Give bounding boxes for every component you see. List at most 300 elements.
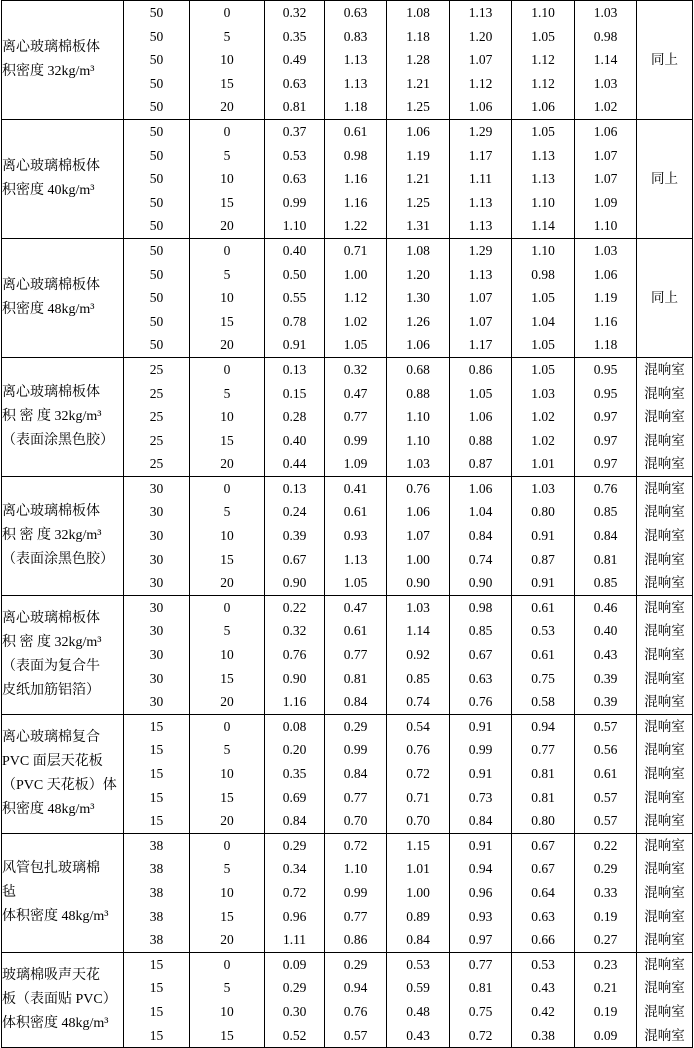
value: 1.12 (468, 75, 493, 91)
value: 1.29 (468, 123, 493, 139)
value: 1.10 (531, 194, 555, 210)
value: 10 (220, 171, 234, 187)
value: 50 (149, 28, 164, 44)
value: 1.06 (406, 504, 430, 520)
material-line: 积密度 40kg/m³ (2, 182, 95, 198)
value: 0.90 (468, 575, 493, 591)
material-line: 板（表面贴 PVC） (2, 991, 117, 1007)
value: 5 (223, 147, 231, 163)
value: 0.19 (593, 908, 618, 924)
value: 0.32 (343, 361, 368, 377)
value: 0.98 (593, 28, 618, 44)
value: 50 (149, 313, 164, 329)
value: 0.95 (593, 361, 618, 377)
cavity-gap-cell-gap (190, 357, 265, 476)
material-cell (2, 595, 124, 714)
value: 15 (220, 313, 234, 329)
value: 1.22 (343, 218, 368, 234)
value: 1.01 (406, 861, 430, 877)
value: 0.63 (282, 75, 307, 91)
value: 1.30 (406, 290, 430, 306)
value: 0.99 (343, 432, 368, 448)
value: 1.10 (406, 409, 430, 425)
value: 50 (149, 75, 164, 91)
test-method-label: 混响室 (644, 789, 685, 805)
value: 1.14 (531, 218, 555, 234)
value: 0.22 (593, 837, 618, 853)
value: 5 (223, 742, 231, 758)
value: 0.85 (468, 623, 493, 639)
test-method-label: 混响室 (644, 575, 685, 591)
thickness-cell-thickness (124, 357, 190, 476)
test-method-label: 混响室 (644, 980, 685, 996)
coef-cell-c4000 (575, 714, 637, 833)
table-row (2, 119, 693, 238)
value: 15 (220, 670, 234, 686)
value: 15 (149, 789, 164, 805)
value: 0.81 (531, 789, 555, 805)
value: 0.63 (468, 670, 493, 686)
value: 0.86 (468, 361, 493, 377)
value: 1.07 (593, 171, 618, 187)
material-line: （表面涂黑色胶） (2, 551, 114, 567)
test-method-label: 混响室 (644, 504, 685, 520)
value: 0.47 (343, 599, 368, 615)
test-method-cell (637, 476, 693, 595)
value: 10 (220, 290, 234, 306)
value: 0.19 (593, 1003, 618, 1019)
value: 0.35 (282, 28, 307, 44)
value: 1.13 (468, 218, 493, 234)
coef-cell-c2000 (512, 119, 575, 238)
value: 5 (223, 980, 231, 996)
test-method-label: 混响室 (644, 837, 685, 853)
value: 0.58 (531, 694, 555, 710)
value: 15 (220, 432, 234, 448)
value: 0.32 (282, 5, 307, 20)
material-cell (2, 952, 124, 1047)
test-method-label: 混响室 (644, 718, 685, 734)
value: 1.06 (593, 266, 618, 282)
value: 1.13 (531, 171, 555, 187)
value: 0.43 (531, 980, 555, 996)
value: 0.40 (593, 623, 618, 639)
value: 1.06 (406, 123, 430, 139)
table-body (2, 1, 693, 1048)
value: 1.06 (468, 99, 493, 115)
value: 0.77 (531, 742, 555, 758)
value: 1.04 (531, 313, 555, 329)
value: 15 (149, 956, 164, 972)
value: 1.05 (531, 290, 555, 306)
value: 0 (223, 5, 231, 20)
value: 0.87 (531, 551, 555, 567)
value: 1.06 (468, 480, 493, 496)
value: 38 (149, 932, 164, 948)
value: 15 (149, 1027, 164, 1043)
value: 1.17 (468, 147, 493, 163)
value: 20 (220, 575, 234, 591)
material-line: 体积密度 48kg/m³ (2, 908, 109, 924)
coef-cell-c250 (325, 476, 387, 595)
test-method-label: 同上 (651, 290, 678, 306)
thickness-cell-thickness (124, 595, 190, 714)
test-method-label: 同上 (651, 52, 678, 68)
coef-cell-c4000 (575, 357, 637, 476)
value: 1.02 (343, 313, 368, 329)
coef-cell-c4000 (575, 476, 637, 595)
value: 1.03 (406, 599, 430, 615)
value: 10 (220, 52, 234, 68)
value: 0.21 (593, 980, 618, 996)
value: 1.07 (468, 52, 493, 68)
test-method-label: 混响室 (644, 551, 685, 567)
coef-cell-c500 (387, 952, 450, 1047)
value: 0.91 (468, 718, 493, 734)
value: 1.13 (343, 52, 368, 68)
material-line: 体积密度 48kg/m³ (2, 1015, 109, 1031)
value: 1.05 (343, 575, 368, 591)
coef-cell-c1000 (450, 714, 512, 833)
value: 1.04 (468, 504, 493, 520)
value: 0.77 (343, 647, 368, 663)
value: 0.99 (468, 742, 493, 758)
value: 0 (223, 599, 231, 615)
value: 0.97 (593, 432, 618, 448)
value: 0.91 (282, 337, 307, 353)
value: 0.69 (282, 789, 307, 805)
value: 0.20 (282, 742, 307, 758)
material-line: PVC 面层天花板 (2, 753, 103, 769)
value: 0.71 (343, 242, 368, 258)
coef-cell-c250 (325, 952, 387, 1047)
value: 0.89 (406, 908, 430, 924)
coef-cell-c250 (325, 238, 387, 357)
value: 0.85 (406, 670, 430, 686)
value: 30 (149, 694, 164, 710)
value: 1.13 (468, 266, 493, 282)
test-method-label: 混响室 (644, 1027, 685, 1043)
value: 50 (149, 290, 164, 306)
value: 0.29 (343, 956, 368, 972)
coef-cell-c1000 (450, 119, 512, 238)
test-method-label: 混响室 (644, 694, 685, 710)
table-row (2, 357, 693, 476)
thickness-cell-thickness (124, 833, 190, 952)
value: 0.57 (343, 1027, 368, 1043)
value: 0.76 (282, 647, 307, 663)
material-cell (2, 357, 124, 476)
value: 0.71 (406, 789, 430, 805)
value: 15 (149, 766, 164, 781)
value: 1.28 (406, 52, 430, 68)
thickness-cell-thickness (124, 476, 190, 595)
material-cell (2, 119, 124, 238)
table-row (2, 714, 693, 833)
value: 0.32 (282, 623, 307, 639)
value: 0.84 (282, 813, 307, 829)
coef-cell-c125 (265, 476, 325, 595)
value: 5 (223, 385, 231, 401)
value: 0.80 (531, 813, 555, 829)
value: 0.29 (282, 980, 307, 996)
value: 30 (149, 551, 164, 567)
value: 0 (223, 956, 231, 972)
value: 0.85 (593, 504, 618, 520)
material-line: （PVC 天花板）体 (2, 777, 117, 793)
coef-cell-c4000 (575, 595, 637, 714)
value: 5 (223, 266, 231, 282)
value: 0.76 (406, 480, 430, 496)
value: 30 (149, 504, 164, 520)
value: 0.37 (282, 123, 307, 139)
value: 0.29 (343, 718, 368, 734)
coef-cell-c500 (387, 119, 450, 238)
coef-cell-c125 (265, 238, 325, 357)
value: 0.97 (593, 456, 618, 472)
value: 0.30 (282, 1003, 307, 1019)
value: 0.63 (343, 5, 368, 20)
material-cell (2, 476, 124, 595)
value: 1.18 (406, 28, 430, 44)
value: 0.67 (531, 861, 555, 877)
coef-cell-c2000 (512, 476, 575, 595)
coef-cell-c250 (325, 119, 387, 238)
coef-cell-c1000 (450, 833, 512, 952)
value: 1.05 (531, 123, 555, 139)
value: 0.57 (593, 718, 618, 734)
test-method-label: 混响室 (644, 884, 685, 900)
coef-cell-c125 (265, 952, 325, 1047)
value: 1.05 (343, 337, 368, 353)
value: 0.99 (282, 194, 307, 210)
coef-cell-c125 (265, 714, 325, 833)
value: 1.10 (343, 861, 368, 877)
value: 0.43 (593, 647, 618, 663)
value: 0.53 (531, 956, 555, 972)
material-line: 积 密 度 32kg/m³ (2, 527, 102, 543)
material-line: 积密度 48kg/m³ (2, 301, 95, 317)
value: 1.11 (282, 932, 307, 948)
coef-cell-c4000 (575, 119, 637, 238)
value: 1.14 (406, 623, 430, 639)
test-method-label: 混响室 (644, 861, 685, 877)
table-row (2, 952, 693, 1047)
value: 0.55 (282, 290, 307, 306)
value: 1.16 (282, 694, 307, 710)
value: 0 (223, 837, 231, 853)
value: 0.77 (343, 789, 368, 805)
table-row (2, 476, 693, 595)
value: 0.39 (593, 670, 618, 686)
test-method-cell (637, 1, 693, 120)
value: 0.09 (593, 1027, 618, 1043)
value: 1.25 (406, 194, 430, 210)
value: 0.72 (282, 884, 307, 900)
value: 0.38 (531, 1027, 555, 1043)
value: 0.54 (406, 718, 430, 734)
value: 0.24 (282, 504, 307, 520)
value: 1.13 (468, 194, 493, 210)
value: 0.61 (343, 504, 368, 520)
value: 25 (149, 385, 164, 401)
value: 1.05 (468, 385, 493, 401)
value: 15 (149, 1003, 164, 1019)
value: 50 (149, 99, 164, 115)
test-method-cell (637, 595, 693, 714)
value: 15 (220, 75, 234, 91)
thickness-cell-thickness (124, 119, 190, 238)
value: 1.26 (406, 313, 430, 329)
value: 1.00 (406, 884, 430, 900)
value: 1.16 (343, 171, 368, 187)
thickness-cell-thickness (124, 238, 190, 357)
material-line: 离心玻璃棉板体 (2, 158, 100, 174)
value: 0.48 (406, 1003, 430, 1019)
coef-cell-c250 (325, 357, 387, 476)
test-method-label: 混响室 (644, 670, 685, 686)
value: 0.63 (282, 171, 307, 187)
value: 0.50 (282, 266, 307, 282)
test-method-cell (637, 238, 693, 357)
cavity-gap-cell-gap (190, 833, 265, 952)
value: 0.49 (282, 52, 307, 68)
value: 38 (149, 884, 164, 900)
value: 50 (149, 123, 164, 139)
value: 1.00 (343, 266, 368, 282)
value: 10 (220, 528, 234, 544)
value: 1.03 (593, 75, 618, 91)
coef-cell-c2000 (512, 238, 575, 357)
value: 0.97 (593, 409, 618, 425)
value: 1.05 (531, 28, 555, 44)
value: 1.10 (531, 242, 555, 258)
value: 1.06 (531, 99, 555, 115)
value: 0.97 (468, 932, 493, 948)
coef-cell-c1000 (450, 952, 512, 1047)
value: 1.08 (406, 5, 430, 20)
value: 0.83 (343, 28, 368, 44)
value: 1.02 (531, 409, 555, 425)
value: 0.44 (282, 456, 307, 472)
value: 0.41 (343, 480, 368, 496)
coef-cell-c1000 (450, 476, 512, 595)
value: 0.61 (531, 647, 555, 663)
material-line: 积密度 48kg/m³ (2, 801, 95, 817)
cavity-gap-cell-gap (190, 1, 265, 120)
value: 0.87 (468, 456, 493, 472)
value: 25 (149, 456, 164, 472)
value: 1.01 (531, 456, 555, 472)
material-line: 离心玻璃棉板体 (2, 384, 100, 400)
coef-cell-c4000 (575, 1, 637, 120)
value: 0.56 (593, 742, 618, 758)
value: 20 (220, 218, 234, 234)
value: 0.27 (593, 932, 618, 948)
coef-cell-c125 (265, 357, 325, 476)
value: 1.19 (406, 147, 430, 163)
value: 20 (220, 456, 234, 472)
value: 30 (149, 599, 164, 615)
test-method-cell (637, 952, 693, 1047)
value: 1.18 (593, 337, 618, 353)
coef-cell-c2000 (512, 595, 575, 714)
coef-cell-c2000 (512, 952, 575, 1047)
coef-cell-c4000 (575, 952, 637, 1047)
value: 0.29 (593, 861, 618, 877)
coef-cell-c1000 (450, 238, 512, 357)
value: 0.76 (343, 1003, 368, 1019)
value: 0.47 (343, 385, 368, 401)
value: 25 (149, 409, 164, 425)
value: 1.17 (468, 337, 493, 353)
value: 0.52 (282, 1027, 307, 1043)
value: 30 (149, 528, 164, 544)
material-line: 积 密 度 32kg/m³ (2, 408, 102, 424)
value: 15 (220, 789, 234, 805)
material-line: 离心玻璃棉板体 (2, 503, 100, 519)
value: 0.35 (282, 766, 307, 781)
coef-cell-c2000 (512, 357, 575, 476)
value: 0.88 (468, 432, 493, 448)
value: 20 (220, 694, 234, 710)
value: 0.13 (282, 480, 307, 496)
value: 10 (220, 884, 234, 900)
value: 0.67 (531, 837, 555, 853)
material-line: （表面为复合牛 (2, 658, 100, 674)
value: 0.80 (531, 504, 555, 520)
value: 1.20 (406, 266, 430, 282)
value: 0.84 (468, 813, 493, 829)
test-method-label: 混响室 (644, 480, 685, 496)
test-method-label: 混响室 (644, 409, 685, 425)
value: 1.00 (406, 551, 430, 567)
value: 0.53 (406, 956, 430, 972)
value: 30 (149, 670, 164, 686)
value: 50 (149, 242, 164, 258)
value: 15 (149, 813, 164, 829)
value: 1.02 (593, 99, 618, 115)
value: 0.64 (531, 884, 555, 900)
value: 1.02 (531, 432, 555, 448)
test-method-label: 混响室 (644, 385, 685, 401)
table-row (2, 238, 693, 357)
coef-cell-c125 (265, 833, 325, 952)
coef-cell-c4000 (575, 238, 637, 357)
value: 15 (220, 551, 234, 567)
value: 0 (223, 123, 231, 139)
table-row (2, 833, 693, 952)
value: 1.03 (593, 5, 618, 20)
value: 0.67 (282, 551, 307, 567)
table-row (2, 1, 693, 120)
value: 0.94 (468, 861, 493, 877)
value: 50 (149, 5, 164, 20)
value: 0.84 (343, 766, 368, 781)
value: 20 (220, 99, 234, 115)
material-line: 离心玻璃棉板体 (2, 610, 100, 626)
value: 15 (149, 742, 164, 758)
test-method-cell (637, 357, 693, 476)
value: 0.72 (406, 766, 430, 781)
value: 0.77 (468, 956, 493, 972)
value: 10 (220, 409, 234, 425)
value: 1.12 (531, 52, 555, 68)
coef-cell-c1000 (450, 1, 512, 120)
value: 0.13 (282, 361, 307, 377)
value: 1.03 (531, 480, 555, 496)
value: 1.08 (406, 242, 430, 258)
